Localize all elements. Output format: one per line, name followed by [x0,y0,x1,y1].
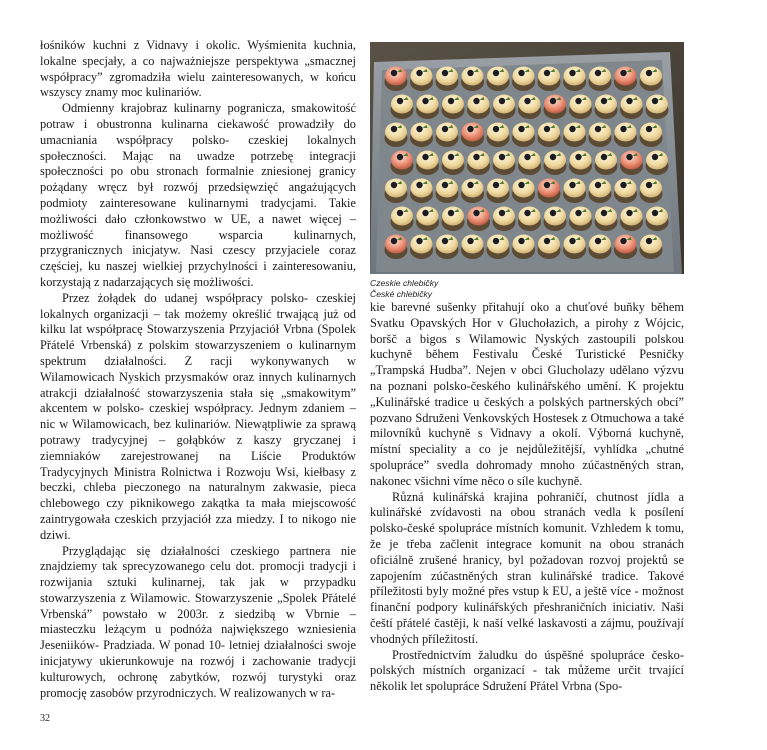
canape [493,151,516,176]
canape [563,123,586,148]
canape [487,235,510,260]
canape [487,179,510,204]
canape [620,151,643,176]
canape [467,95,490,120]
canape [442,207,465,232]
canape [640,67,663,92]
canape [467,207,490,232]
canape [569,95,592,120]
canape [493,95,516,120]
canape [569,151,592,176]
page-number: 32 [40,713,50,724]
canape [544,151,567,176]
caption-line-czech: České chlebičky [370,288,433,299]
canape [595,151,618,176]
canape [640,123,663,148]
canape [646,151,669,176]
canape [410,179,433,204]
canape [416,151,439,176]
canape [461,235,484,260]
canape [614,179,637,204]
paragraph: Odmienny krajobraz kulinarny pogranicza, smakowitość potraw i obustronna kulinarna ciekawość prowadziły do umacniania współpracy polsko- czeskiej lokalnych społeczności. Mając na uwadze potrzebę integracji społeczności po obu stronach formalnie zniesionej granicy pożądany wręcz był rozwój przedsięwzięć angażujących podmioty zainteresowane kulinarnymi tradycjami. Takie możliwości dało członkowstwo w UE, a nawet więcej – możliwość finansowego wsparcia kulinarnych, przygranicznych inicjatyw. Nasi czescy przyjaciele coraz częściej, ku naszej wielkiej przychylności i zainteresowaniu, korzystają z nadarzających się możliwości. [40,101,356,289]
paragraph: kie barevné sušenky přitahují oko a chuťové buňky během Svatku Opavských Hor v Gluchołazich, a pirohy z Wójcic, boršč a bigos s Wilamowic Nyských zastoupili polskou kuchyně během Festivalu České Turistické Pesničky „Trampská Hudba”. Nejen v obci Glucholazy udělano výzvu na poznani polsko-českého kulinářského umění. K projektu „Kulinářské tradice u českých a polských partnerských obcí” pozvano Sdruženi Venkovských Hostesek z Otmuchowa a také milovníků kuchyně s Vidnavy a okolí. Výborná kuchyně, místní speciality a co je nejdůležitější, vyhlídka „chutné spolupráce” svedla dohromady mnoho zúčastněných stran, nakonec všichni víme něco o síle kuchyně. [370,300,684,488]
canape [493,207,516,232]
photo-caption [370,278,684,299]
canape [461,67,484,92]
paragraph: łośników kuchni z Vidnavy i okolic. Wyśmienita kuchnia, lokalne specjały, a co najważniejsze perspektywa „smacznej współpracy” zgromadziła wielu zainteresowanych, w końcu wszyscy znamy moc kulinariów. [40,38,356,100]
paragraph: Prostřednictvím žaludku do úspěšné spolupráce česko-polských místních organizací - tak můžeme určit trvající několik let spolupráce Sdružení Přátel Vrbna (Spo- [370,647,684,694]
canape [436,179,459,204]
canape [614,235,637,260]
canape [385,123,408,148]
canape [512,179,535,204]
canape [538,179,561,204]
canape [385,67,408,92]
canape [614,123,637,148]
canape [544,207,567,232]
canape [410,67,433,92]
canape [442,95,465,120]
canape [544,95,567,120]
left-text-column [40,38,356,701]
canape [442,151,465,176]
canape [487,67,510,92]
canape [589,235,612,260]
canape [518,95,541,120]
canape [646,95,669,120]
canape [518,207,541,232]
canape [385,179,408,204]
canape [595,95,618,120]
canape [391,151,414,176]
canape [436,67,459,92]
canape [467,151,490,176]
canape [614,67,637,92]
canape [595,207,618,232]
canape [385,235,408,260]
canape [563,179,586,204]
canape [569,207,592,232]
canape [640,179,663,204]
canape [589,67,612,92]
canape [416,95,439,120]
canape [436,235,459,260]
canape [512,67,535,92]
paragraph: Různá kulinářská krajina pohraničí, chutnost jídla a kulinářské zvídavosti na obou stranách vedla k posílení polsko-české spolupráce místních komunit. Vzhledem k tomu, že je třeba začlenit integrace komunit na obou stranách oficiálně zrušené hranicy, byl požadovan rozvoj projektů se zapojením zúčastněných stran kulinářské tradice. Takové příležitosti byly možné přes vstup k EU, a ještě více - možnost finanční podpory kulinářských přeshraničních iniciativ. Naši čeští přátelé častěji, k naší velké laskavosti a zájmu, používají vhodných příležitostí. [370,489,684,646]
canape [620,95,643,120]
canape [461,123,484,148]
caption-line-polish: Czeskie chlebičky [370,278,439,288]
right-text-column [370,300,684,695]
canape [538,235,561,260]
canape [646,207,669,232]
canape [416,207,439,232]
canape [410,123,433,148]
canape [410,235,433,260]
canape [391,207,414,232]
canape [391,95,414,120]
canape [518,151,541,176]
canape [563,67,586,92]
canape [538,67,561,92]
canape [512,235,535,260]
canape [563,235,586,260]
canape [512,123,535,148]
canape [640,235,663,260]
paragraph: Przyglądając się działalności czeskiego partnera nie znajdziemy tak sprecyzowanego celu dot. promocji tradycji i rozwijania sztuki kulinarnej, tak jak w przypadku stowarzyszenia z Wilamowic. Stowarzyszenie „Spolek Přátelé Vrbenská” powstało w 2003r. z siedzibą w Vbrnie – miasteczku leżącym u podnóża największego wzniesienia Jeseniików- Pradziada. W ponad 10- letniej działalności swoje inicjatywy ukierunkowuje na rozwój i zachowanie tradycji kulturowych, ochronę zabytków, rozwój turystyki oraz promocję zasobów przyrodniczych. W realizowanych w ra- [40,543,356,700]
canape [461,179,484,204]
canape [538,123,561,148]
canape [589,123,612,148]
canape [436,123,459,148]
canape [589,179,612,204]
canape [487,123,510,148]
canape [620,207,643,232]
food-photo [370,42,684,274]
paragraph: Przez żołądek do udanej współpracy polsko- czeskiej lokalnych organizacji – tak możemy określić trwającą już od kilku lat współpracę Stowarzyszenia Przyjaciół Vrbna (Spolek Přátelé Vrbenská) z polskim stowarzyszeniem o kulinarnym spektrum działalności. Z racji wykonywanych w Wilamowicach Nyskich przysmaków oraz innych kulinarnych atrakcji działalność stowarzyszenia stała się „smakowitym” akcentem w polsko- czeskiej współpracy. Jednym zdaniem – nic w Wilamowicach, bez kulinariów. Niewątpliwie za sprawą potrawy tradycyjnej – gołąbków z kaszy gryczanej i ziemniaków zarejestrowanej na Liście Produktów Tradycyjnych Ministra Rolnictwa i Rozwoju Wsi, kiełbasy z beczki, chleba pieczonego na naturalnym zakwasie, pieca chlebowego czy piknikowego zakątka ta mała miejscowość zaintrygowała czeskich przyjaciół zza miedzy. I to nikogo nie dziwi. [40,290,356,542]
